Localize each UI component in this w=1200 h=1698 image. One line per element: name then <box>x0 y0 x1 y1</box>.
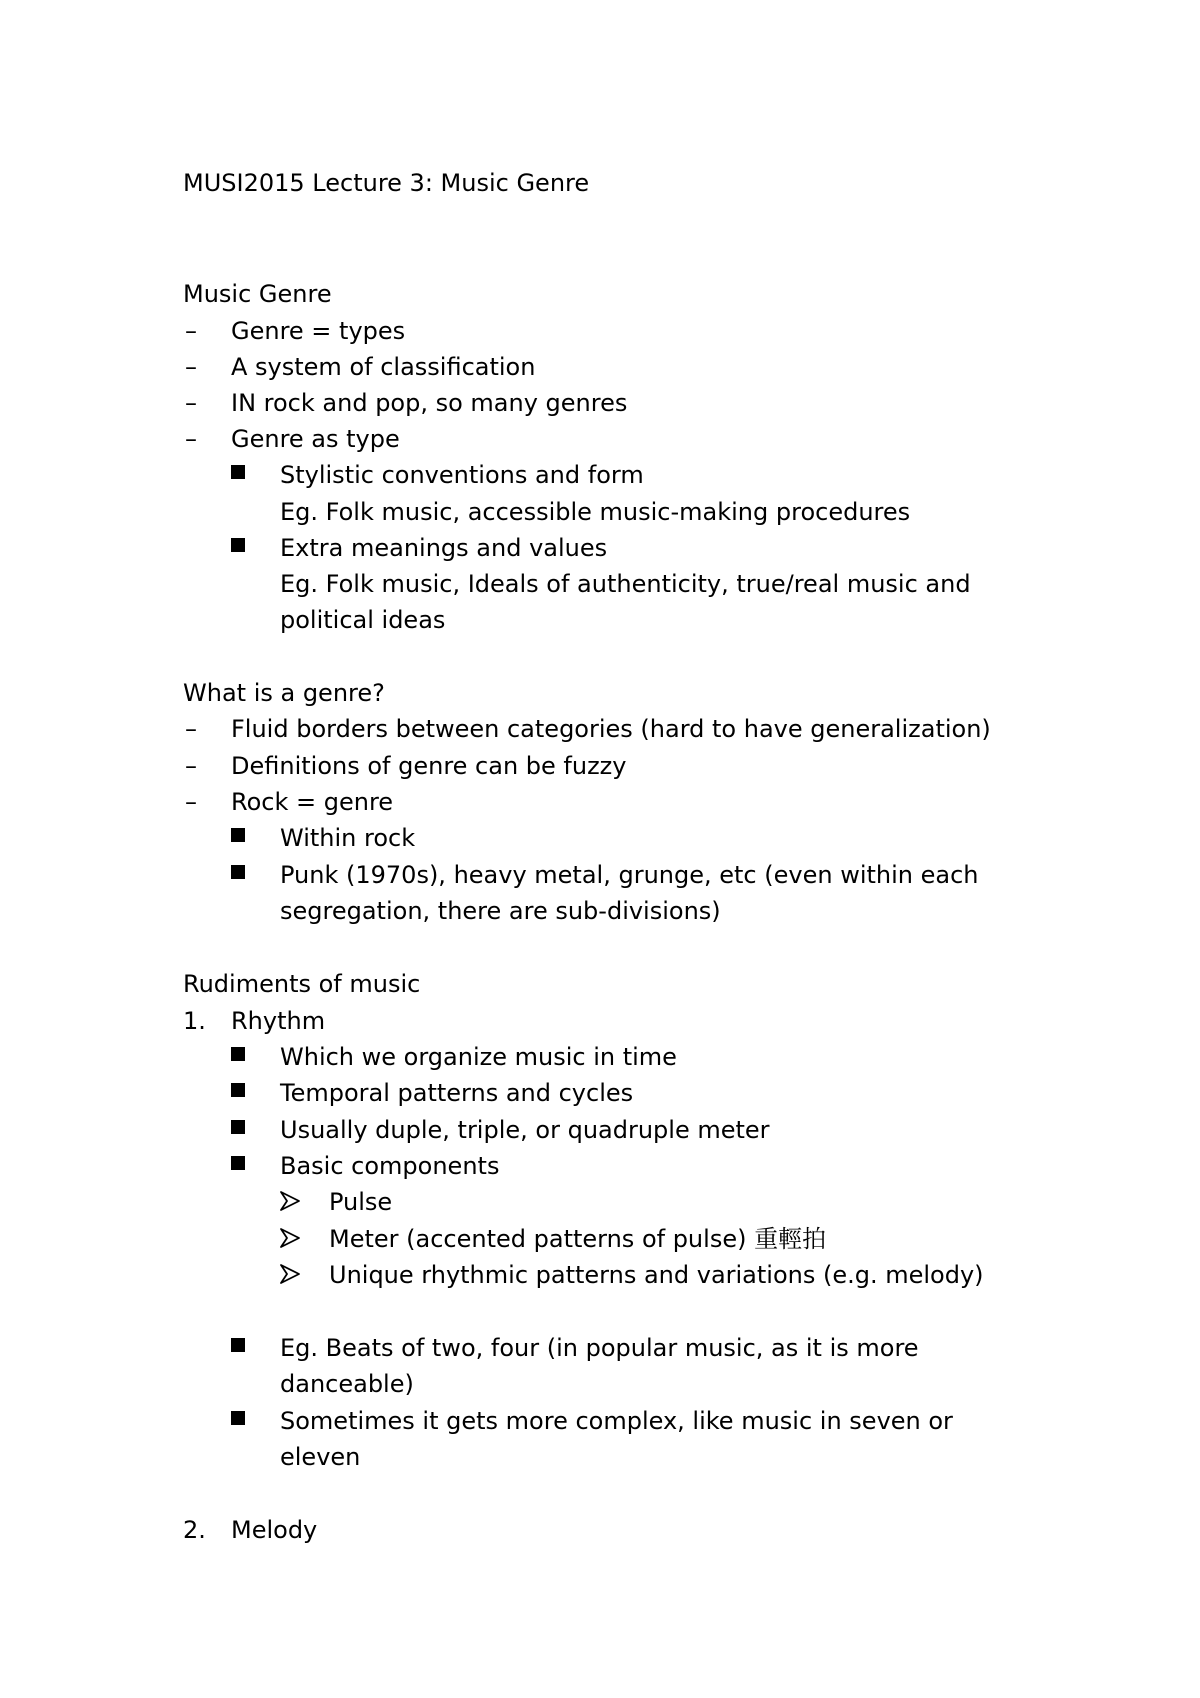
sub-list-item: Punk (1970s), heavy metal, grunge, etc (even within each <box>280 861 979 889</box>
example-item-continued: eleven <box>280 1443 361 1471</box>
sub-list-item: Stylistic conventions and form <box>280 461 644 489</box>
square-bullet-icon <box>231 865 245 879</box>
list-item: Definitions of genre can be fuzzy <box>231 752 627 780</box>
list-item: Genre = types <box>231 317 406 345</box>
sub-list-item: Extra meanings and values <box>280 534 608 562</box>
component-item: Unique rhythmic patterns and variations (e.g. melody) <box>329 1261 984 1289</box>
numbered-item-rhythm: Rhythm <box>231 1007 326 1035</box>
square-bullet-icon <box>231 1083 245 1097</box>
dash-bullet: – <box>185 788 197 816</box>
component-item: Meter (accented patterns of pulse) 重輕拍 <box>329 1225 827 1253</box>
sub-list-note: Eg. Folk music, accessible music-making procedures <box>280 498 911 526</box>
example-item: Eg. Beats of two, four (in popular music, as it is more <box>280 1334 919 1362</box>
sub-list-item: Within rock <box>280 824 416 852</box>
section-heading-music-genre: Music Genre <box>183 280 332 308</box>
sub-list-item: Temporal patterns and cycles <box>280 1079 634 1107</box>
example-item: Sometimes it gets more complex, like music in seven or <box>280 1407 953 1435</box>
sub-list-note: Eg. Folk music, Ideals of authenticity, true/real music and <box>280 570 971 598</box>
numbered-item-melody: Melody <box>231 1516 318 1544</box>
square-bullet-icon <box>231 828 245 842</box>
dash-bullet: – <box>185 317 197 345</box>
square-bullet-icon <box>231 538 245 552</box>
example-item-continued: danceable) <box>280 1370 414 1398</box>
sub-list-item: Basic components <box>280 1152 500 1180</box>
square-bullet-icon <box>231 1120 245 1134</box>
section-heading-what-is-genre: What is a genre? <box>183 679 385 707</box>
component-item: Pulse <box>329 1188 393 1216</box>
numbered-marker: 1. <box>183 1007 206 1035</box>
list-item: Rock = genre <box>231 788 394 816</box>
square-bullet-icon <box>231 1047 245 1061</box>
numbered-marker: 2. <box>183 1516 206 1544</box>
dash-bullet: – <box>185 715 197 743</box>
dash-bullet: – <box>185 425 197 453</box>
list-item: Fluid borders between categories (hard to have generalization) <box>231 715 991 743</box>
sub-list-item: Usually duple, triple, or quadruple meter <box>280 1116 770 1144</box>
list-item: Genre as type <box>231 425 400 453</box>
arrow-bullet-icon <box>279 1263 301 1285</box>
list-item: IN rock and pop, so many genres <box>231 389 628 417</box>
sub-list-item-continued: segregation, there are sub-divisions) <box>280 897 721 925</box>
arrow-bullet-icon <box>279 1227 301 1249</box>
sub-list-note: political ideas <box>280 606 446 634</box>
square-bullet-icon <box>231 1156 245 1170</box>
sub-list-item: Which we organize music in time <box>280 1043 677 1071</box>
list-item: A system of classification <box>231 353 536 381</box>
square-bullet-icon <box>231 465 245 479</box>
arrow-bullet-icon <box>279 1190 301 1212</box>
dash-bullet: – <box>185 353 197 381</box>
section-heading-rudiments: Rudiments of music <box>183 970 421 998</box>
dash-bullet: – <box>185 752 197 780</box>
document-title: MUSI2015 Lecture 3: Music Genre <box>183 169 590 197</box>
square-bullet-icon <box>231 1338 245 1352</box>
square-bullet-icon <box>231 1411 245 1425</box>
dash-bullet: – <box>185 389 197 417</box>
